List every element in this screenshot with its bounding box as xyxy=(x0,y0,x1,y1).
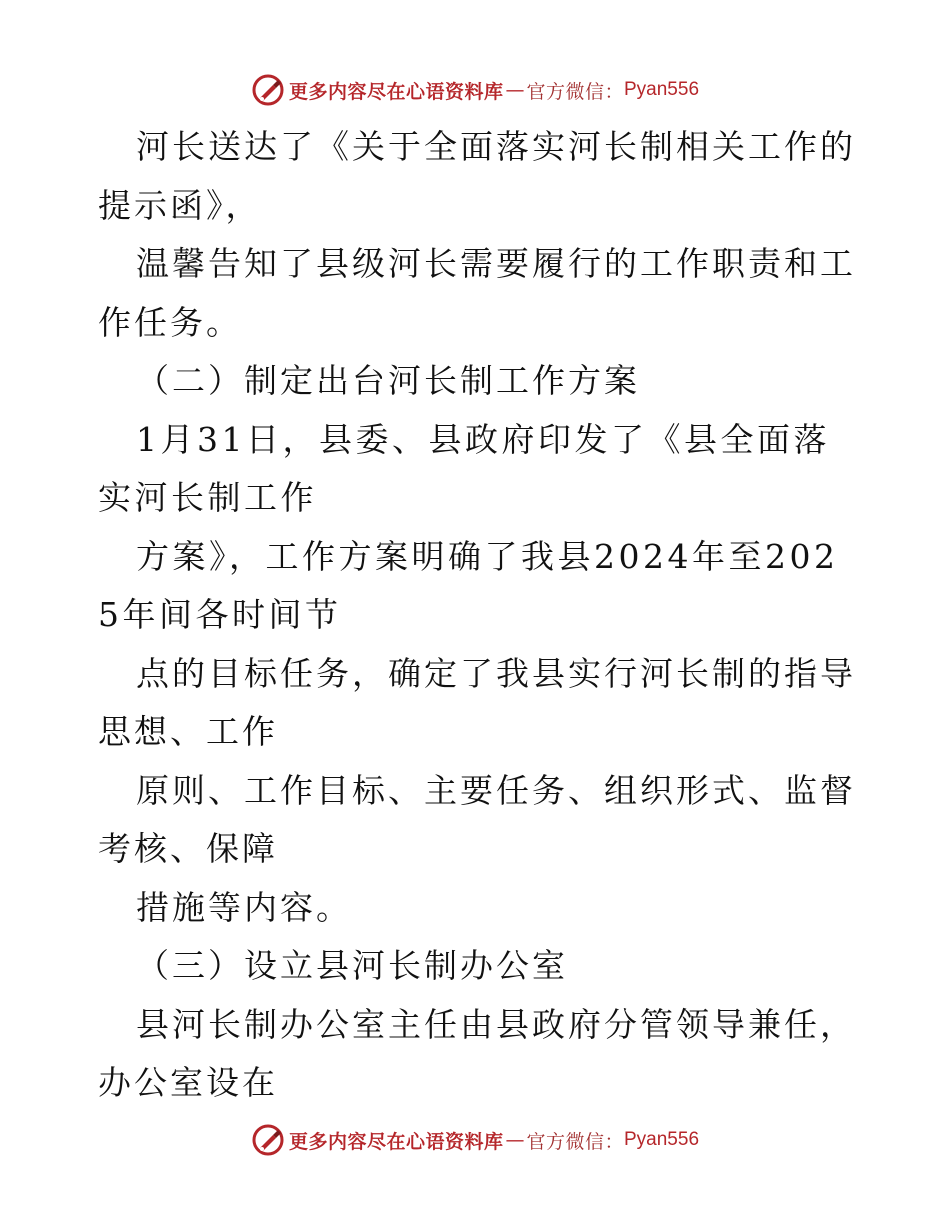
ink-pen-logo-icon xyxy=(251,73,285,107)
body-paragraph: 原则、工作目标、主要任务、组织形式、监督考核、保障 xyxy=(98,770,856,868)
body-paragraph: 点的目标任务，确定了我县实行河长制的指导思想、工作 xyxy=(98,653,856,751)
section-heading: （二）制定出台河长制工作方案 xyxy=(136,361,640,400)
banner-lead-text: 更多内容尽在心语资料库 xyxy=(288,1130,504,1153)
body-paragraph: 县河长制办公室主任由县政府分管领导兼任，办公室设在 xyxy=(98,1004,856,1102)
banner-lead-text: 更多内容尽在心语资料库 xyxy=(288,80,504,103)
body-paragraph: 方案》，工作方案明确了我县2024年至2025年间各时间节 xyxy=(98,536,839,634)
banner-official-text: 官方微信： xyxy=(526,80,624,103)
body-paragraph: 1月31日，县委、县政府印发了《县全面落实河长制工作 xyxy=(98,419,830,517)
banner-wechat-id: Pyan556 xyxy=(624,1129,700,1150)
section-heading: （三）设立县河长制办公室 xyxy=(136,946,568,985)
body-paragraph: 措施等内容。 xyxy=(136,887,352,927)
body-paragraph: 温馨告知了县级河长需要履行的工作职责和工作任务。 xyxy=(98,244,856,342)
banner-wechat-id: Pyan556 xyxy=(624,79,700,100)
footer-banner xyxy=(0,1120,950,1160)
banner-dash: — xyxy=(505,1129,525,1151)
header-banner xyxy=(0,70,950,110)
ink-pen-logo-icon xyxy=(251,1123,285,1157)
body-paragraph: 河长送达了《关于全面落实河长制相关工作的提示函》， xyxy=(98,127,856,225)
banner-dash: — xyxy=(505,79,525,101)
document-body xyxy=(98,118,858,1113)
banner-official-text: 官方微信： xyxy=(526,1130,624,1153)
